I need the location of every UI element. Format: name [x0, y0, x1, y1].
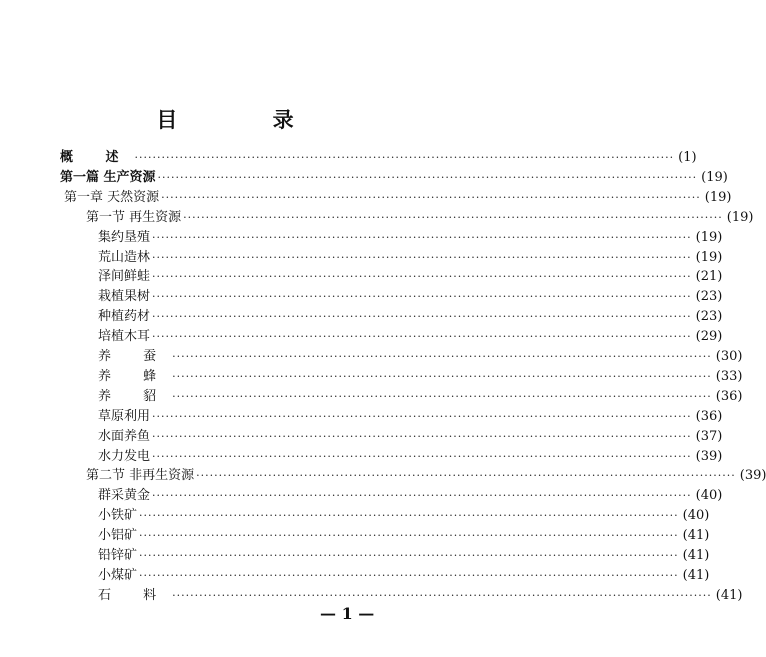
toc-entry-page: [712, 367, 743, 387]
toc-entry-page: [692, 307, 723, 327]
toc-entry-label: 泽间鲜蛙: [98, 269, 151, 285]
toc-entry-label: 养 蚕: [98, 349, 171, 364]
toc-entry: [98, 486, 723, 506]
dot-leader: ························································································································: [196, 469, 736, 483]
toc-entry-label: 概 述: [60, 150, 133, 165]
dot-leader: ························································································································: [152, 270, 692, 284]
toc-entry: [98, 307, 723, 327]
toc-entry-label: 小铝矿: [98, 528, 138, 544]
paren-close: ): [726, 189, 732, 205]
toc-entry-page: [679, 506, 710, 526]
toc-entry: [98, 387, 743, 407]
dot-leader: ························································································································: [152, 230, 692, 244]
toc-entry-label: 第一章 天然资源: [64, 189, 160, 205]
paren-close: ): [722, 169, 728, 185]
dot-leader: ························································································································: [152, 290, 692, 304]
paren-close: ): [761, 468, 766, 484]
paren-open: (: [682, 508, 688, 524]
toc-entry-label: 水面养鱼: [98, 428, 151, 444]
toc-entry-label: 第一篇 生产资源: [60, 169, 156, 185]
paren-close: ): [704, 508, 710, 524]
toc-entry-page: [701, 188, 732, 208]
paren-close: ): [717, 289, 723, 305]
toc-entry-page: [679, 526, 710, 546]
page-number: 29: [700, 329, 718, 345]
dot-leader: ························································································································: [152, 489, 692, 503]
toc-entry: [98, 327, 723, 347]
dot-leader: ························································································································: [139, 529, 679, 543]
paren-open: (: [695, 428, 701, 444]
toc-entry-page: [723, 208, 754, 228]
paren-open: (: [695, 269, 701, 285]
paren-open: (: [682, 548, 688, 563]
dot-leader: ························································································································: [152, 330, 692, 344]
toc-entry-page: [697, 168, 728, 188]
paren-close: ): [704, 528, 710, 544]
dot-leader: ························································································································: [152, 429, 692, 443]
toc-entry: [98, 407, 723, 427]
paren-open: (: [678, 150, 684, 165]
toc-entry-label: 铅锌矿: [98, 548, 138, 563]
dot-leader: ························································································································: [134, 151, 675, 164]
paren-open: (: [682, 528, 688, 544]
toc-entry-label: 第二节 非再生资源: [86, 468, 195, 484]
toc-entry-label: 群采黄金: [98, 488, 151, 504]
page-number: 40: [687, 508, 705, 524]
page-number: 1: [683, 150, 692, 165]
paren-close: ): [717, 229, 723, 245]
paren-open: (: [695, 488, 701, 504]
page-number: 36: [720, 388, 738, 404]
page-number: 41: [720, 587, 738, 603]
page-number: 33: [720, 368, 738, 384]
paren-open: (: [695, 229, 701, 245]
toc-entry: [98, 447, 723, 467]
toc-entry-page: [712, 387, 743, 407]
toc-entry: [98, 228, 723, 248]
toc-entry: [98, 367, 743, 387]
dot-leader: ························································································································: [161, 190, 701, 204]
toc-entry: [60, 168, 728, 188]
paren-close: ): [748, 209, 754, 225]
paren-open: (: [695, 329, 701, 345]
dot-leader: ························································································································: [172, 588, 712, 602]
paren-open: (: [715, 349, 721, 364]
toc-entry-label: 草原利用: [98, 408, 151, 424]
toc-entry: [98, 347, 743, 367]
toc-entry: [98, 427, 723, 447]
page-number: 19: [709, 189, 727, 205]
page-number: 39: [744, 468, 762, 484]
page-number: 36: [700, 408, 718, 424]
page-number: 19: [706, 169, 723, 185]
paren-close: ): [717, 249, 723, 265]
dot-leader: ························································································································: [152, 449, 692, 463]
toc-entry-page: [692, 267, 723, 287]
page-number: 30: [720, 349, 738, 364]
paren-close: ): [737, 349, 743, 364]
toc-entry: [98, 267, 723, 287]
dot-leader: ························································································································: [152, 409, 692, 423]
toc-entry-page: [692, 228, 723, 248]
paren-open: (: [715, 388, 721, 404]
paren-open: (: [726, 209, 732, 225]
paren-open: (: [739, 468, 745, 484]
page-number: 41: [687, 567, 705, 583]
paren-open: (: [704, 189, 710, 205]
dot-leader: ························································································································: [152, 250, 692, 264]
toc-entry-page: [692, 486, 723, 506]
paren-open: (: [695, 309, 701, 325]
page-number-footer: — 1 —: [320, 604, 375, 623]
page-number: 19: [700, 249, 718, 265]
paren-close: ): [717, 269, 723, 285]
paren-close: ): [717, 488, 723, 504]
paren-close: ): [717, 448, 723, 464]
toc-entry-label: 养 蜂: [98, 368, 171, 384]
toc-entry-label: 第一节 再生资源: [86, 209, 182, 225]
paren-open: (: [715, 587, 721, 603]
dot-leader: ························································································································: [139, 509, 679, 523]
toc-entry-label: 培植木耳: [98, 329, 151, 345]
toc-entry-page: [712, 586, 743, 606]
paren-open: (: [695, 289, 701, 305]
paren-close: ): [737, 388, 743, 404]
toc-entry-label: 水力发电: [98, 448, 151, 464]
dot-leader: ························································································································: [139, 549, 679, 562]
toc-entry-page: [692, 287, 723, 307]
page-number: 19: [731, 209, 749, 225]
toc-entry: [98, 586, 743, 606]
paren-open: (: [695, 408, 701, 424]
paren-open: (: [695, 249, 701, 265]
toc-entry-label: 集约垦殖: [98, 229, 151, 245]
page-title: 目 录: [156, 107, 338, 132]
paren-open: (: [715, 368, 721, 384]
dot-leader: ························································································································: [172, 369, 712, 383]
paren-close: ): [737, 587, 743, 603]
toc-entry: [98, 248, 723, 268]
paren-close: ): [691, 150, 697, 165]
dot-leader: ························································································································: [157, 170, 698, 184]
toc-entry-label: 小铁矿: [98, 508, 138, 524]
paren-close: ): [717, 329, 723, 345]
paren-close: ): [717, 428, 723, 444]
toc-entry: [98, 287, 723, 307]
toc-entry-label: 石 料: [98, 587, 171, 603]
paren-open: (: [701, 169, 707, 185]
paren-open: (: [695, 448, 701, 464]
toc-entry-label: 栽植果树: [98, 289, 151, 305]
paren-open: (: [682, 567, 688, 583]
toc-entry-page: [692, 248, 723, 268]
page-number: 23: [700, 289, 718, 305]
toc-entry: [86, 466, 766, 486]
toc-entry-page: [674, 148, 696, 168]
toc-entry: [98, 566, 710, 586]
toc-entry-page: [692, 407, 723, 427]
dot-leader: ························································································································: [172, 389, 712, 403]
paren-close: ): [717, 408, 723, 424]
page-number: 41: [687, 528, 705, 544]
dot-leader: ························································································································: [152, 310, 692, 324]
toc-entry-page: [692, 447, 723, 467]
dot-leader: ························································································································: [172, 350, 712, 363]
dot-leader: ························································································································: [183, 210, 723, 224]
paren-close: ): [717, 309, 723, 325]
page-number: 21: [700, 269, 718, 285]
toc-entry-page: [679, 566, 710, 586]
toc-entry-label: 养 貂: [98, 388, 171, 404]
paren-close: ): [704, 567, 710, 583]
toc-entry: [98, 526, 710, 546]
toc-entry-label: 种植药材: [98, 309, 151, 325]
page-number: 39: [700, 448, 718, 464]
dot-leader: ························································································································: [139, 568, 679, 582]
toc-entry-page: [692, 427, 723, 447]
toc-entry-label: 荒山造林: [98, 249, 151, 265]
toc-entry: [60, 148, 697, 168]
toc-entry: [98, 546, 710, 566]
toc-entry-page: [692, 327, 723, 347]
toc-entry-page: [736, 466, 766, 486]
toc-entry-page: [679, 546, 710, 566]
page-number: 23: [700, 309, 718, 325]
paren-close: ): [737, 368, 743, 384]
toc-entry: [98, 506, 710, 526]
toc-entry: [64, 188, 732, 208]
toc-entry: [86, 208, 754, 228]
paren-close: ): [704, 548, 710, 563]
toc-entry-page: [712, 347, 743, 367]
page-number: 19: [700, 229, 718, 245]
page-number: 37: [700, 428, 718, 444]
toc-entry-label: 小煤矿: [98, 567, 138, 583]
page-number: 41: [687, 548, 705, 563]
page-number: 40: [700, 488, 718, 504]
